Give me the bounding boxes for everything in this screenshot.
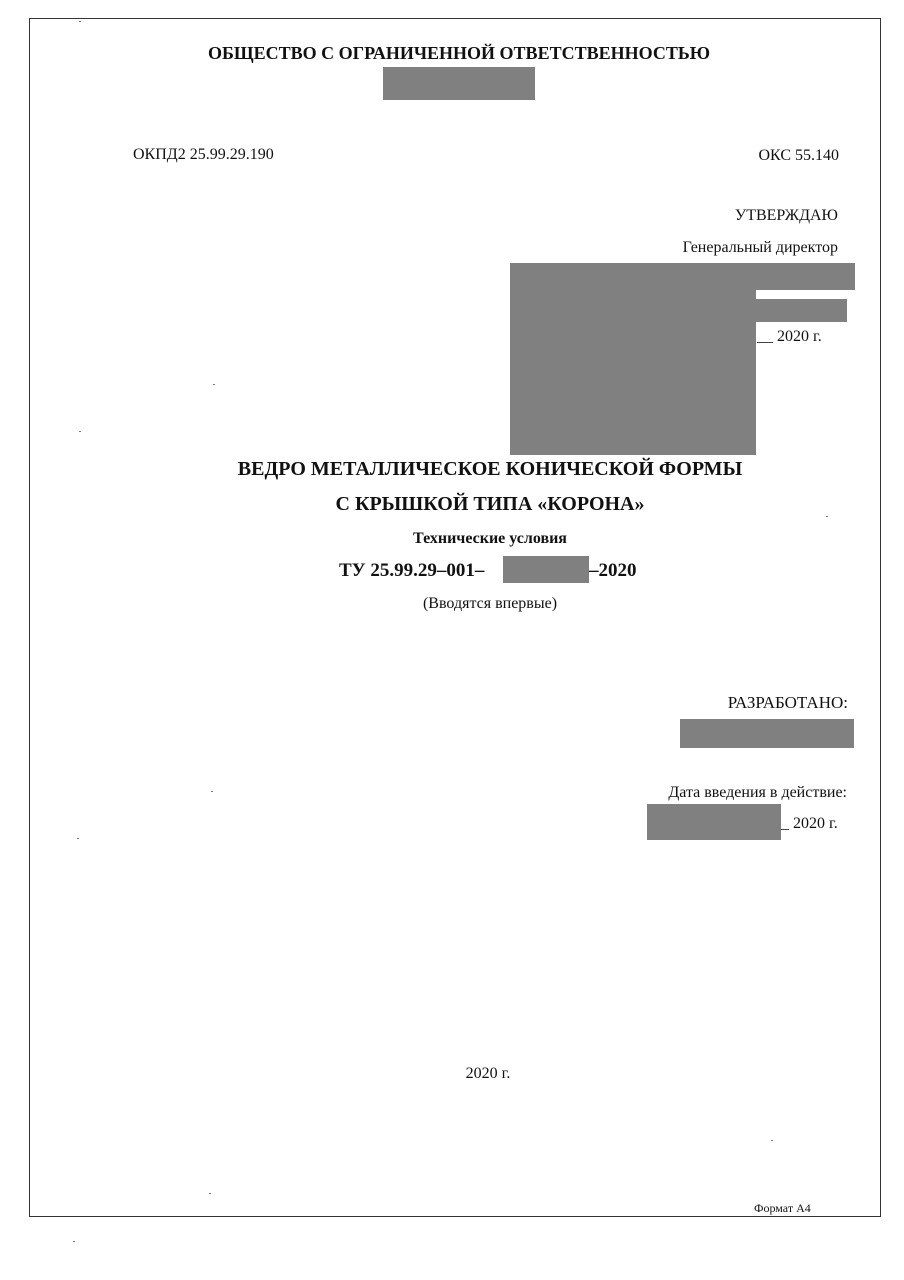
scan-speck bbox=[213, 384, 215, 385]
document-subtitle: Технические условия bbox=[413, 530, 567, 547]
scan-speck bbox=[209, 1193, 211, 1194]
spec-code-prefix: ТУ 25.99.29–001– bbox=[339, 560, 485, 581]
approval-date: __ 2020 г. bbox=[757, 328, 822, 345]
oks-code: ОКС 55.140 bbox=[758, 147, 839, 164]
scan-speck bbox=[73, 1241, 75, 1242]
paper-format: Формат А4 bbox=[754, 1201, 811, 1215]
scan-speck bbox=[211, 791, 213, 792]
spec-code-suffix: –2020 bbox=[589, 560, 637, 581]
page-frame bbox=[29, 18, 881, 1217]
scan-speck bbox=[771, 1140, 773, 1141]
effective-date-label: Дата введения в действие: bbox=[668, 784, 847, 801]
effective-date-year: _ 2020 г. bbox=[781, 815, 838, 832]
redacted-director-name bbox=[510, 263, 855, 290]
scan-speck bbox=[79, 431, 81, 432]
approve-label: УТВЕРЖДАЮ bbox=[734, 207, 838, 224]
developed-label: РАЗРАБОТАНО: bbox=[727, 693, 848, 712]
org-type-heading: ОБЩЕСТВО С ОГРАНИЧЕННОЙ ОТВЕТСТВЕННОСТЬЮ bbox=[208, 43, 710, 63]
redacted-stamp bbox=[510, 290, 756, 455]
document-year: 2020 г. bbox=[465, 1065, 511, 1082]
okpd2-code: ОКПД2 25.99.29.190 bbox=[133, 146, 274, 163]
redacted-spec-code bbox=[503, 556, 589, 583]
scan-speck bbox=[79, 21, 81, 22]
scan-speck bbox=[826, 516, 828, 517]
redacted-org-name bbox=[383, 67, 535, 100]
redacted-effective-date bbox=[647, 804, 781, 840]
redacted-developer bbox=[680, 719, 854, 748]
scan-speck bbox=[77, 838, 79, 839]
document-title-line2: С КРЫШКОЙ ТИПА «КОРОНА» bbox=[335, 493, 645, 515]
introduced-note: (Вводятся впервые) bbox=[422, 595, 558, 612]
document-title-line1: ВЕДРО МЕТАЛЛИЧЕСКОЕ КОНИЧЕСКОЙ ФОРМЫ bbox=[237, 458, 743, 480]
director-position: Генеральный директор bbox=[682, 239, 838, 256]
